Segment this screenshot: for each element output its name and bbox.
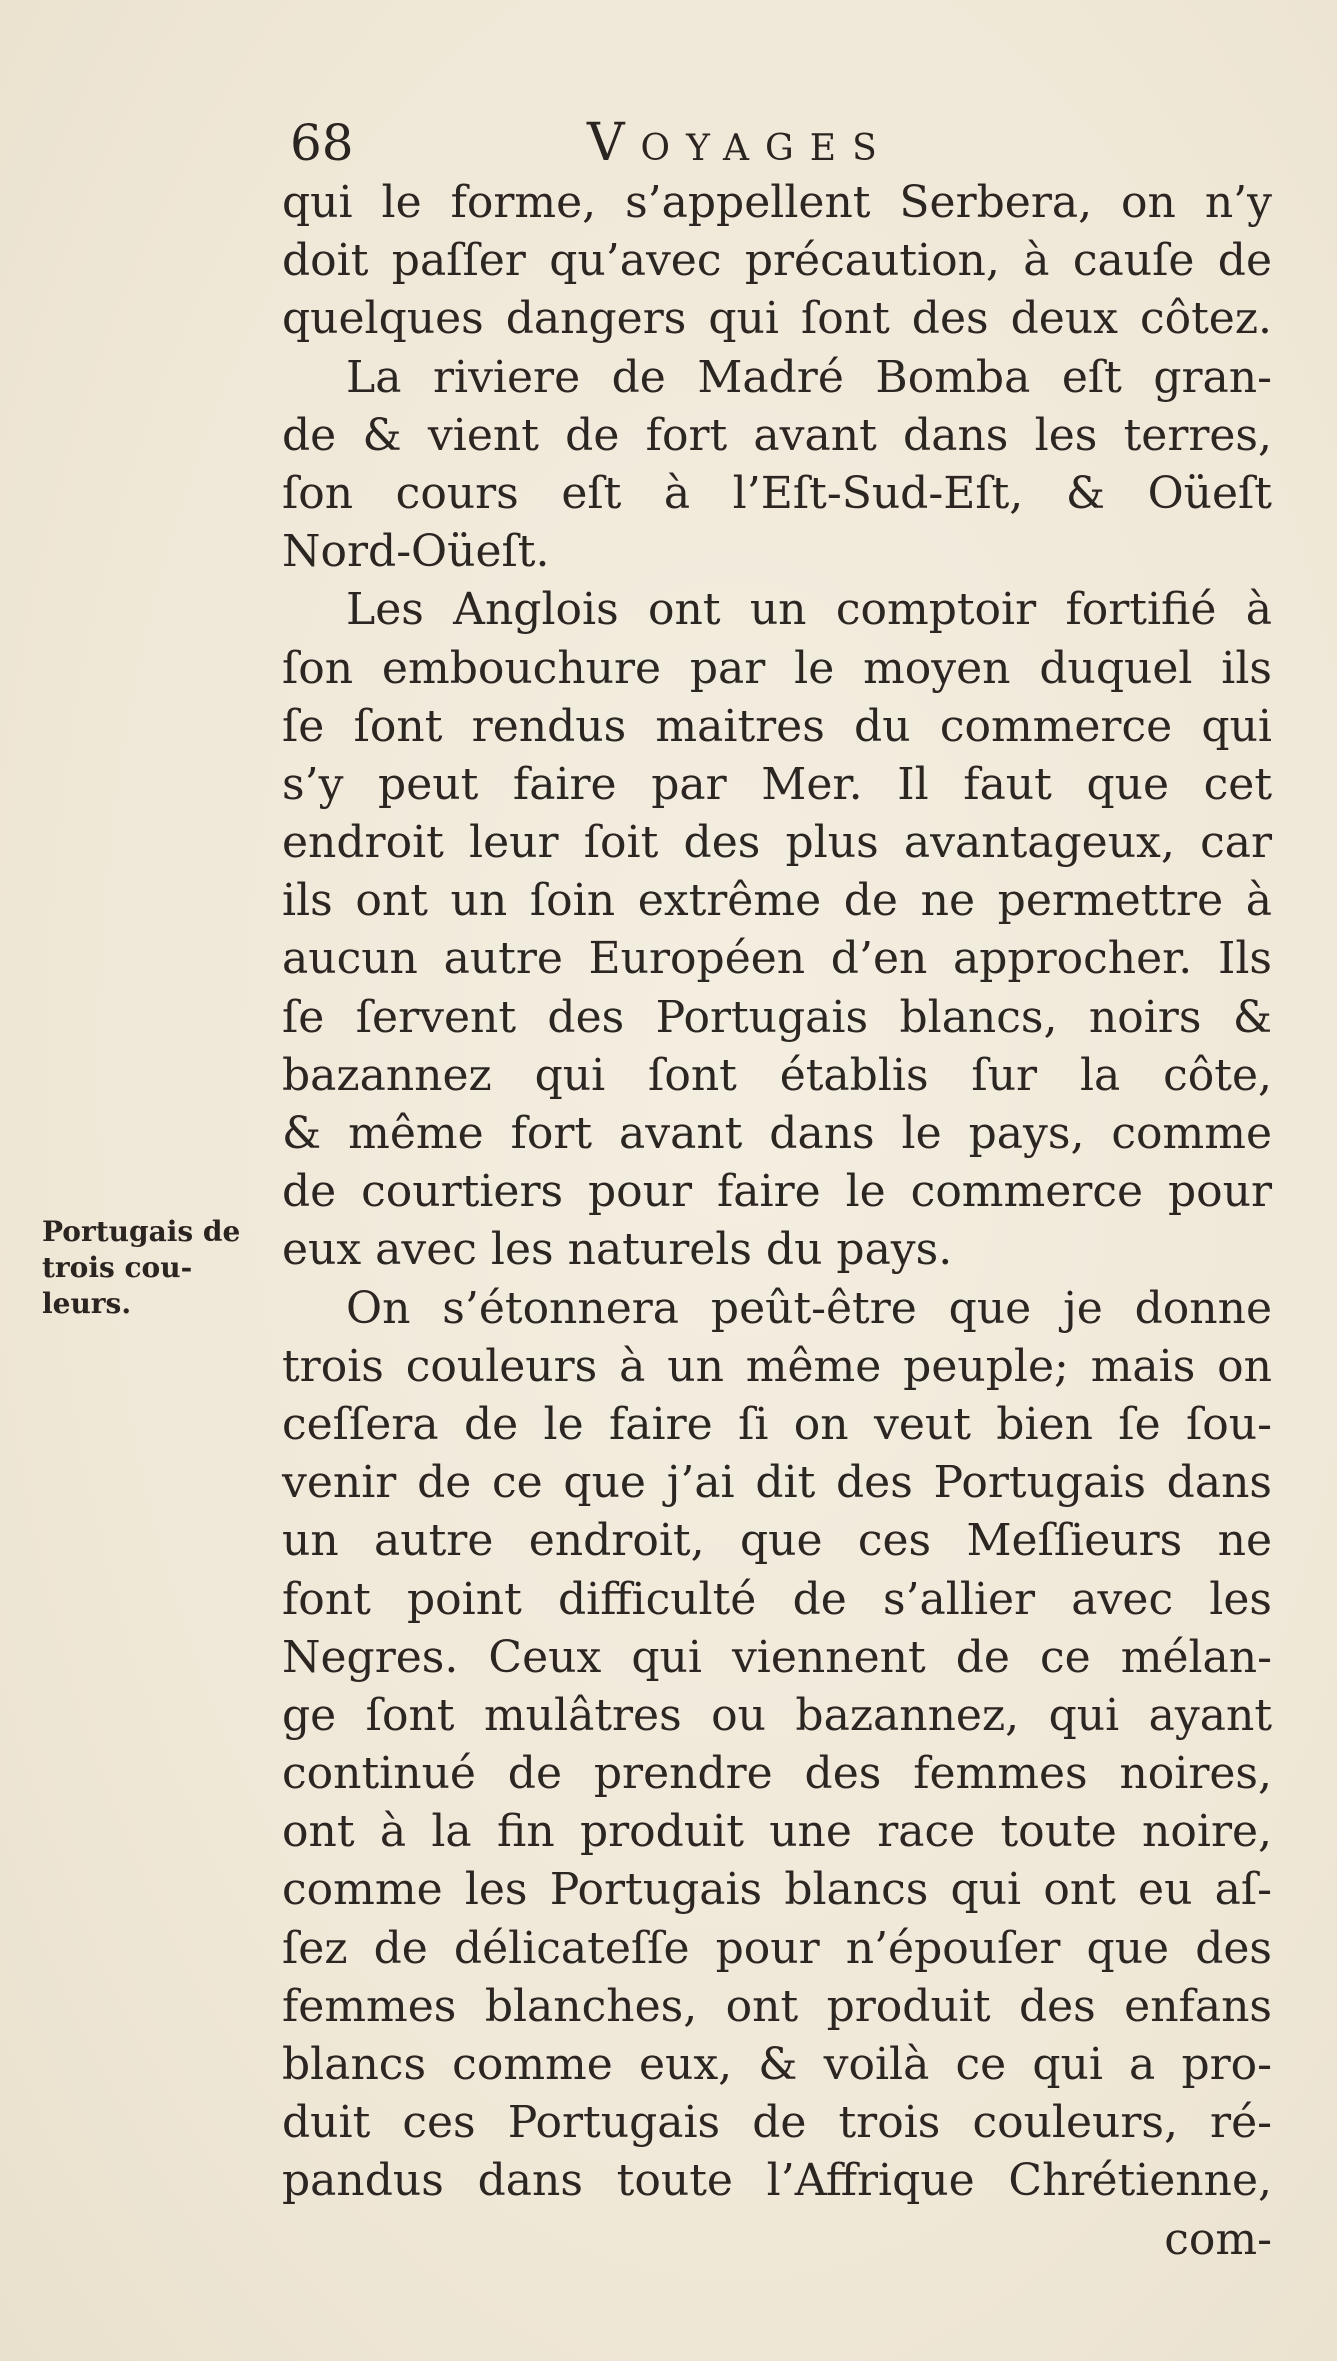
text-line: ſez de délicateſſe pour n’épouſer que des: [282, 1922, 1272, 1974]
text-line: & même fort avant dans le pays, comme: [282, 1108, 1272, 1159]
text-line: ceſſera de le faire ſi on veut bien ſe ſou-: [282, 1398, 1272, 1450]
text-line: bazannez qui ſont établis ſur la côte,: [282, 1049, 1272, 1101]
page-number: 68: [290, 114, 354, 172]
text-line: ils ont un ſoin extrême de ne permettre à: [282, 875, 1272, 927]
text-line: Les Anglois ont un comptoir fortifié à: [346, 584, 1272, 636]
text-line: Negres. Ceux qui viennent de ce mélan-: [282, 1631, 1272, 1683]
text-line: ſe ſervent des Portugais blancs, noirs &: [282, 991, 1272, 1043]
text-line: blancs comme eux, & voilà ce qui a pro-: [282, 2039, 1272, 2090]
text-line: On s’étonnera peût-être que je donne: [346, 1282, 1272, 1334]
text-line: ſe ſont rendus maitres du commerce qui: [282, 700, 1272, 752]
marginal-note-line: leurs.: [42, 1287, 132, 1320]
page-header: [280, 108, 1280, 178]
text-line: Nord-Oüeſt.: [282, 526, 550, 578]
text-line: qui le forme, s’appellent Serbera, on n’y: [282, 177, 1272, 228]
text-line: duit ces Portugais de trois couleurs, ré-: [282, 2097, 1272, 2149]
text-line: doit paſſer qu’avec précaution, à cauſe de: [282, 235, 1272, 287]
catchword: com-: [1164, 2213, 1272, 2265]
text-line: femmes blanches, ont produit des enfans: [282, 1980, 1272, 2032]
text-line: venir de ce que j’ai dit des Portugais dans: [282, 1457, 1272, 1509]
text-line: ge ſont mulâtres ou bazannez, qui ayant: [282, 1689, 1272, 1741]
text-line: endroit leur ſoit des plus avantageux, car: [282, 817, 1272, 869]
text-line: ont à la fin produit une race toute noire,: [282, 1806, 1272, 1858]
text-line: ſon embouchure par le moyen duquel ils: [282, 642, 1272, 694]
text-line: s’y peut faire par Mer. Il faut que cet: [282, 758, 1272, 810]
text-line: font point difficulté de s’allier avec les: [282, 1573, 1272, 1625]
running-head: Voyages: [587, 113, 893, 173]
text-line: La riviere de Madré Bomba eſt gran-: [346, 351, 1272, 403]
text-line: quelques dangers qui ſont des deux côtez.: [282, 293, 1272, 345]
body-text: [282, 174, 1272, 2269]
marginal-note-line: trois cou-: [42, 1251, 193, 1284]
text-line: comme les Portugais blancs qui ont eu aſ-: [282, 1864, 1272, 1916]
text-line: un autre endroit, que ces Meſſieurs ne: [282, 1515, 1272, 1567]
text-line: ſon cours eſt à l’Eſt-Sud-Eſt, & Oüeſt: [282, 467, 1272, 519]
marginal-note-line: Portugais de: [42, 1215, 241, 1248]
text-line: pandus dans toute l’Affrique Chrétienne,: [282, 2155, 1272, 2207]
text-line: aucun autre Européen d’en approcher. Ils: [282, 933, 1272, 985]
text-line: trois couleurs à un même peuple; mais on: [282, 1340, 1272, 1392]
text-line: continué de prendre des femmes noires,: [282, 1748, 1272, 1800]
marginal-note: [42, 1214, 282, 1322]
text-line: eux avec les naturels du pays.: [282, 1224, 953, 1276]
text-line: de courtiers pour faire le commerce pour: [282, 1166, 1272, 1218]
text-line: de & vient de fort avant dans les terres,: [282, 409, 1272, 461]
